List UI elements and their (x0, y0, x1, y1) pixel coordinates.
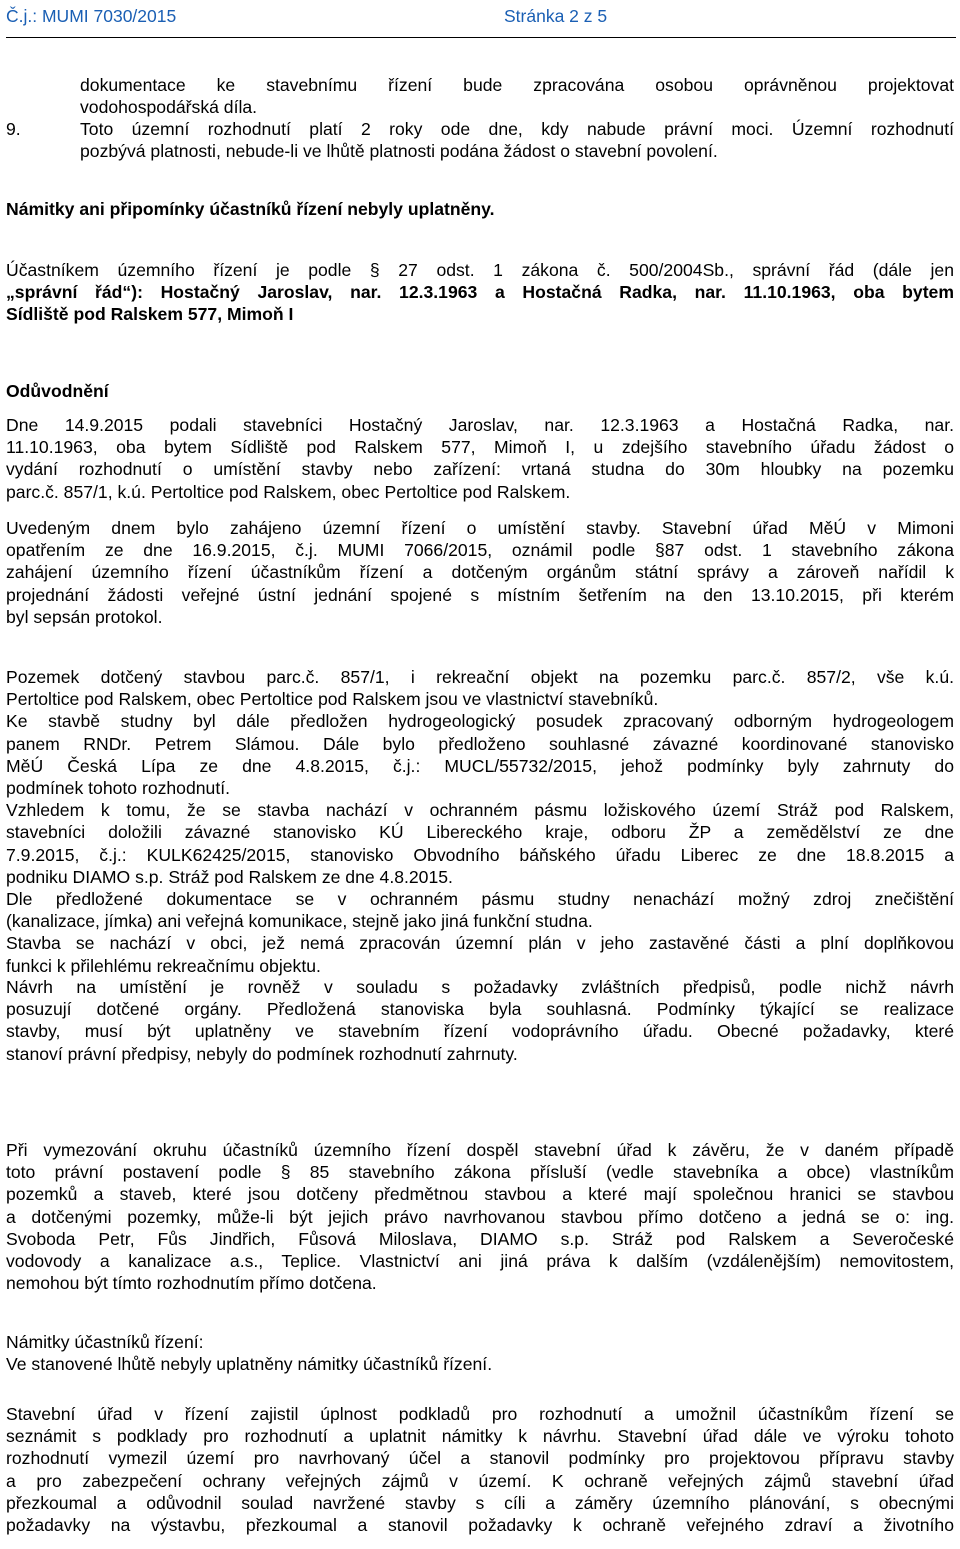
item-text-line: pozbývá platnosti, nebude-li ve lhůtě platnosti podána žádost o stavební povolení. (80, 141, 718, 161)
paragraph-proceedings-line: Uvedeným dnem bylo zahájeno územní řízení o umístění stavby. Stavební úřad MěÚ v Mimoni (6, 518, 954, 538)
paragraph-land-and-opinions-line: MěÚ Česká Lípa ze dne 4.8.2015, č.j.: MUCL/55732/2015, jehož podmínky byly zahrnuty do (6, 755, 954, 776)
paragraph-objections-line: Námitky účastníků řízení: (6, 1332, 204, 1352)
paragraph-land-and-opinions-line: 7.9.2015, č.j.: KULK62425/2015, stanovisko Obvodního báňského úřadu Liberec ze dne 18.8.2015 a (6, 844, 954, 865)
paragraph-participants-scope-line: vodovody a kanalizace a.s., Teplice. Vlastnictví ani jiná práva k dalším (vzdálenějším) nemovitostem, (6, 1251, 954, 1271)
participants-line: „správní řád“): Hostačný Jaroslav, nar. 12.3.1963 a Hostačná Radka, nar. 11.10.1963, oba bytem (6, 282, 954, 302)
paragraph-land-and-opinions-line: podmínek tohoto rozhodnutí. (6, 778, 230, 798)
paragraph-land-and-opinions-line: (kanalizace, jímka) ani veřejná komunikace, stejně jako jiná funkční studna. (6, 911, 593, 932)
condition-continuation-line: dokumentace ke stavebnímu řízení bude zpracována osobou oprávněnou projektovat (80, 75, 954, 95)
paragraph-land-and-opinions-line: stavebníci doložili závazné stanovisko KÚ Libereckého kraje, odboru ŽP a zemědělství ze dne (6, 822, 954, 843)
paragraph-land-and-opinions-line: Dle předložené dokumentace se v ochranném pásmu studny nenachází možný zdroj znečištění (6, 889, 954, 909)
paragraph-land-and-opinions-line: funkci k přilehlému rekreačnímu objektu. (6, 955, 321, 976)
paragraph-proceedings-line: byl sepsán protokol. (6, 606, 163, 627)
paragraph-land-and-opinions-line: Vzhledem k tomu, že se stavba nachází v ochranném pásmu ložiskového území Stráž pod Ralskem, (6, 800, 954, 821)
page-number: Stránka 2 z 5 (504, 6, 608, 26)
paragraph-objections-line: Ve stanovené lhůtě nebyly uplatněny námitky účastníků řízení. (6, 1354, 493, 1375)
paragraph-proceedings-line: opatřením ze dne 16.9.2015, č.j. MUMI 7066/2015, oznámil podle §87 odst. 1 stavebního zákona (6, 540, 954, 561)
paragraph-land-and-opinions-line: Ke stavbě studny byl dále předložen hydrogeologický posudek zpracovaný odborným hydrogeologem (6, 711, 954, 732)
objections-statement: Námitky ani připomínky účastníků řízení nebyly uplatněny. (6, 199, 495, 219)
paragraph-land-and-opinions-line: Pozemek dotčený stavbou parc.č. 857/1, i rekreační objekt na pozemku parc.č. 857/2, vše k.ú. (6, 667, 954, 687)
paragraph-participants-scope-line: toto právní postavení podle § 85 stavebního zákona přísluší (vedle stavebníka a obce) vlastníkům (6, 1162, 954, 1183)
paragraph-review-line: přezkoumal a odůvodnil soulad navržené stavby s cíli a záměry územního plánování, s obecnými (6, 1492, 954, 1513)
reference-number: Č.j.: MUMI 7030/2015 (6, 6, 177, 26)
condition-item-9 (6, 118, 954, 162)
paragraph-participants-scope-line: pozemků a staveb, které jsou dotčeny předmětnou stavbou a které mají společnou hranici se stavbou (6, 1184, 954, 1205)
paragraph-compliance-line: Návrh na umístění je rovněž v souladu s požadavky zvláštních předpisů, podle nichž návrh (6, 977, 954, 997)
paragraph-review-line: požadavky na výstavbu, přezkoumal a stanovil požadavky k ochraně veřejného zdraví a životního (6, 1515, 954, 1535)
paragraph-participants-scope-line: Při vymezování okruhu účastníků územního řízení dospěl stavební úřad k závěru, že v daném případě (6, 1140, 954, 1160)
paragraph-application-line: parc.č. 857/1, k.ú. Pertoltice pod Ralskem, obec Pertoltice pod Ralskem. (6, 481, 571, 502)
paragraph-proceedings-line: zahájení územního řízení účastníkům řízení a dotčeným orgánům státní správy a zároveň nařídil k (6, 562, 954, 583)
paragraph-land-and-opinions-line: panem RNDr. Petrem Slámou. Dále bylo předloženo souhlasné závazné koordinované stanovisko (6, 733, 954, 754)
paragraph-participants-scope-line: Svoboda Petr, Fůs Jindřich, Fůsová Miloslava, DIAMO s.p. Stráž pod Ralskem a Severočeské (6, 1228, 954, 1249)
participants-line: Účastníkem územního řízení je podle § 27 odst. 1 zákona č. 500/2004Sb., správní řád (dále jen (6, 260, 954, 280)
paragraph-land-and-opinions-line: Stavba se nachází v obci, jež nemá zpracován územní plán v jeho zastavěné části a plní doplňkovou (6, 933, 954, 954)
paragraph-proceedings-line: projednání žádosti veřejné ústní jednání spojené s místním šetřením na den 13.10.2015, při kterém (6, 584, 954, 605)
item-number: 9. (6, 119, 21, 139)
paragraph-review-line: rozhodnutí vymezil území pro navrhovaný účel a stanovil podmínky pro projektovou přípravu stavby (6, 1448, 954, 1469)
condition-continuation-line: vodohospodářská díla. (80, 97, 258, 117)
section-heading-reasoning: Odůvodnění (6, 381, 109, 401)
participants-line: Sídliště pod Ralskem 577, Mimoň I (6, 304, 294, 324)
paragraph-participants-scope-line: nemohou být tímto rozhodnutím přímo dotčena. (6, 1273, 377, 1294)
paragraph-compliance-line: posuzují dotčené orgány. Předložená stanoviska byla souhlasná. Podmínky týkající se realizace (6, 999, 954, 1020)
paragraph-compliance-line: stavby, musí být uplatněny ve stavebním řízení vodoprávního úřadu. Obecné požadavky, které (6, 1021, 954, 1042)
item-text-line: Toto územní rozhodnutí platí 2 roky ode dne, kdy nabude právní moci. Územní rozhodnutí (80, 119, 954, 139)
paragraph-land-and-opinions-line: podniku DIAMO s.p. Stráž pod Ralskem ze dne 4.8.2015. (6, 866, 453, 887)
paragraph-review-line: Stavební úřad v řízení zajistil úplnost podkladů pro rozhodnutí a umožnil účastníkům řízení se (6, 1404, 954, 1424)
paragraph-review-line: a pro zabezpečení ochrany veřejných zájmů v území. K ochraně veřejných zájmů stavební úřad (6, 1470, 954, 1491)
paragraph-land-and-opinions-line: Pertoltice pod Ralskem, obec Pertoltice pod Ralskem jsou ve vlastnictví stavebníků. (6, 689, 659, 710)
paragraph-participants-scope-line: a dotčenými pozemky, může-li být jejich právo navrhovanou stavbou přímo dotčeno a jedná se o: ing. (6, 1206, 954, 1227)
paragraph-review-line: seznámit s podklady pro rozhodnutí a uplatnit námitky k návrhu. Stavební úřad dále ve výroku tohoto (6, 1426, 954, 1447)
paragraph-compliance-line: stanoví právní předpisy, nebyly do podmínek rozhodnutí zahrnuty. (6, 1043, 518, 1064)
paragraph-application-line: Dne 14.9.2015 podali stavebníci Hostačný Jaroslav, nar. 12.3.1963 a Hostačná Radka, nar. (6, 415, 954, 435)
page-header (6, 2, 956, 38)
paragraph-application-line: vydání rozhodnutí o umístění stavby nebo zařízení: vrtaná studna do 30m hloubky na pozemku (6, 459, 954, 480)
paragraph-application-line: 11.10.1963, oba bytem Sídliště pod Ralskem 577, Mimoň I, u zdejšího stavebního úřadu žádost o (6, 437, 954, 458)
